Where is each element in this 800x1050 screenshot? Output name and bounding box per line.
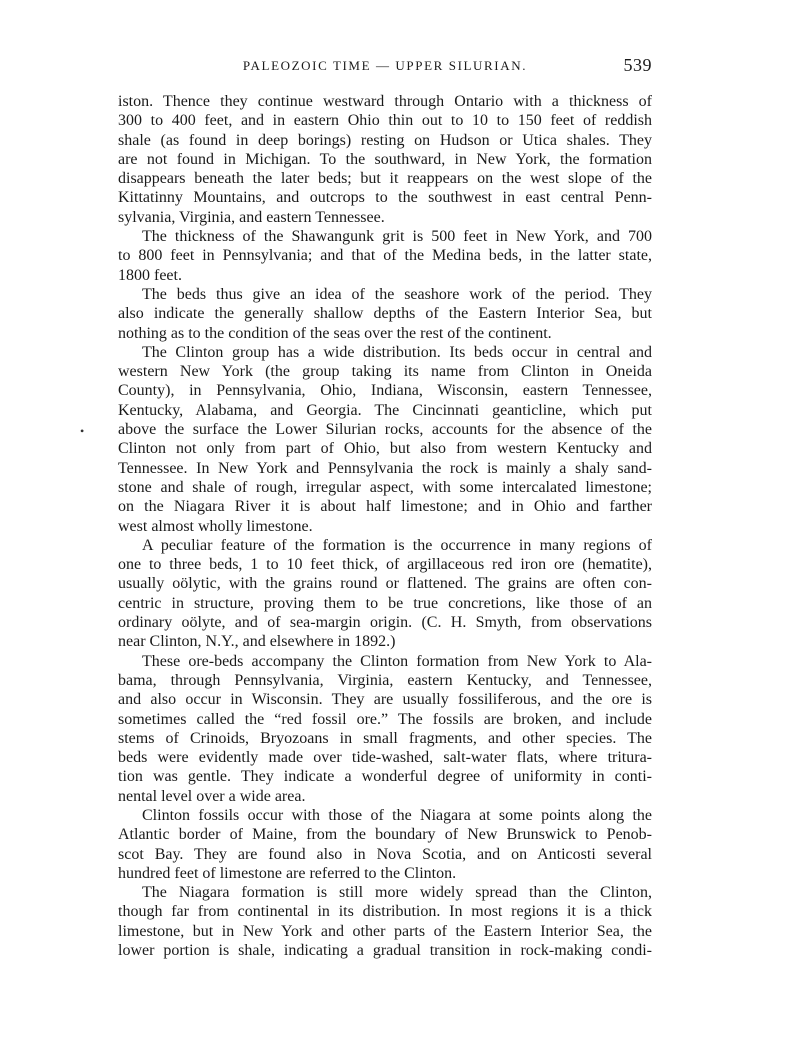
text-line: lower portion is shale, indicating a gradual transition in rock-making condi- — [118, 942, 652, 960]
text-line: ordinary oölyte, and of sea-margin origin. (C. H. Smyth, from observations — [118, 614, 652, 632]
text-line: Tennessee. In New York and Pennsylvania the rock is mainly a shaly sand- — [118, 459, 652, 477]
text-line: The Niagara formation is still more widely spread than the Clinton, — [142, 884, 652, 902]
text-line: stems of Crinoids, Bryozoans in small fragments, and other species. The — [118, 729, 652, 747]
text-line: 300 to 400 feet, and in eastern Ohio thin out to 10 to 150 feet of reddish — [118, 112, 652, 130]
text-line: to 800 feet in Pennsylvania; and that of the Medina beds, in the latter state, — [118, 247, 652, 265]
text-line: A peculiar feature of the formation is the occurrence in many regions of — [142, 536, 652, 554]
text-line: Kittatinny Mountains, and outcrops to the southwest in east central Penn- — [118, 189, 652, 207]
text-line: disappears beneath the later beds; but it reappears on the west slope of the — [118, 170, 652, 188]
text-line: limestone, but in New York and other parts of the Eastern Interior Sea, the — [118, 922, 652, 940]
text-line: County), in Pennsylvania, Ohio, Indiana, Wisconsin, eastern Tennessee, — [118, 382, 652, 400]
text-line: tion was gentle. They indicate a wonderful degree of uniformity in conti- — [118, 768, 652, 786]
text-line: Atlantic border of Maine, from the boundary of New Brunswick to Penob- — [118, 826, 652, 844]
text-line: are not found in Michigan. To the southward, in New York, the formation — [118, 150, 652, 168]
page-number: 539 — [623, 55, 652, 75]
text-line: These ore-beds accompany the Clinton formation from New York to Ala- — [142, 652, 652, 670]
text-line: The thickness of the Shawangunk grit is 500 feet in New York, and 700 — [142, 228, 652, 246]
text-line: sylvania, Virginia, and eastern Tennessee. — [118, 208, 385, 226]
text-line: though far from continental in its distribution. In most regions it is a thick — [118, 903, 652, 921]
text-line: iston. Thence they continue westward through Ontario with a thickness of — [118, 93, 652, 110]
text-line: near Clinton, N.Y., and elsewhere in 1892.) — [118, 633, 396, 651]
text-line: sometimes called the “red fossil ore.” The fossils are broken, and include — [118, 710, 652, 728]
text-line: bama, through Pennsylvania, Virginia, eastern Kentucky, and Tennessee, — [118, 671, 652, 689]
text-line: west almost wholly limestone. — [118, 517, 313, 535]
text-line: also indicate the generally shallow depths of the Eastern Interior Sea, but — [118, 305, 652, 323]
text-line: The Clinton group has a wide distribution. Its beds occur in central and — [142, 343, 652, 361]
text-line: centric in structure, proving them to be true concretions, like those of an — [118, 594, 652, 612]
text-line: and also occur in Wisconsin. They are usually fossiliferous, and the ore is — [118, 691, 652, 709]
text-line: nental level over a wide area. — [118, 787, 306, 805]
text-line: on the Niagara River it is about half limestone; and in Ohio and farther — [118, 498, 652, 516]
text-line: hundred feet of limestone are referred to the Clinton. — [118, 864, 457, 882]
text-line: Clinton not only from part of Ohio, but also from western Kentucky and — [118, 440, 652, 458]
text-line: nothing as to the condition of the seas over the rest of the continent. — [118, 324, 552, 342]
page-header — [118, 55, 652, 80]
text-line: Clinton fossils occur with those of the Niagara at some points along the — [142, 806, 652, 824]
text-line: above the surface the Lower Silurian rocks, accounts for the absence of the — [118, 421, 652, 439]
text-line: The beds thus give an idea of the seashore work of the period. They — [142, 285, 652, 303]
text-line: shale (as found in deep borings) resting on Hudson or Utica shales. They — [118, 131, 652, 149]
text-line: scot Bay. They are found also in Nova Scotia, and on Anticosti several — [118, 845, 652, 863]
running-head: PALEOZOIC TIME — UPPER SILURIAN. — [242, 58, 528, 73]
text-line: western New York (the group taking its name from Clinton in Oneida — [118, 363, 652, 381]
body-text — [118, 92, 652, 960]
text-line: stone and shale of rough, irregular aspect, with some intercalated limestone; — [118, 478, 652, 496]
text-line: Kentucky, Alabama, and Georgia. The Cincinnati geanticline, which put — [118, 401, 652, 419]
text-line: usually oölytic, with the grains round or flattened. The grains are often con- — [118, 575, 652, 593]
text-line: 1800 feet. — [118, 266, 182, 284]
text-line: beds were evidently made over tide-washed, salt-water flats, where tritura- — [118, 749, 652, 767]
margin-mark: • — [80, 424, 85, 438]
text-line: one to three beds, 1 to 10 feet thick, of argillaceous red iron ore (hematite), — [118, 556, 652, 574]
